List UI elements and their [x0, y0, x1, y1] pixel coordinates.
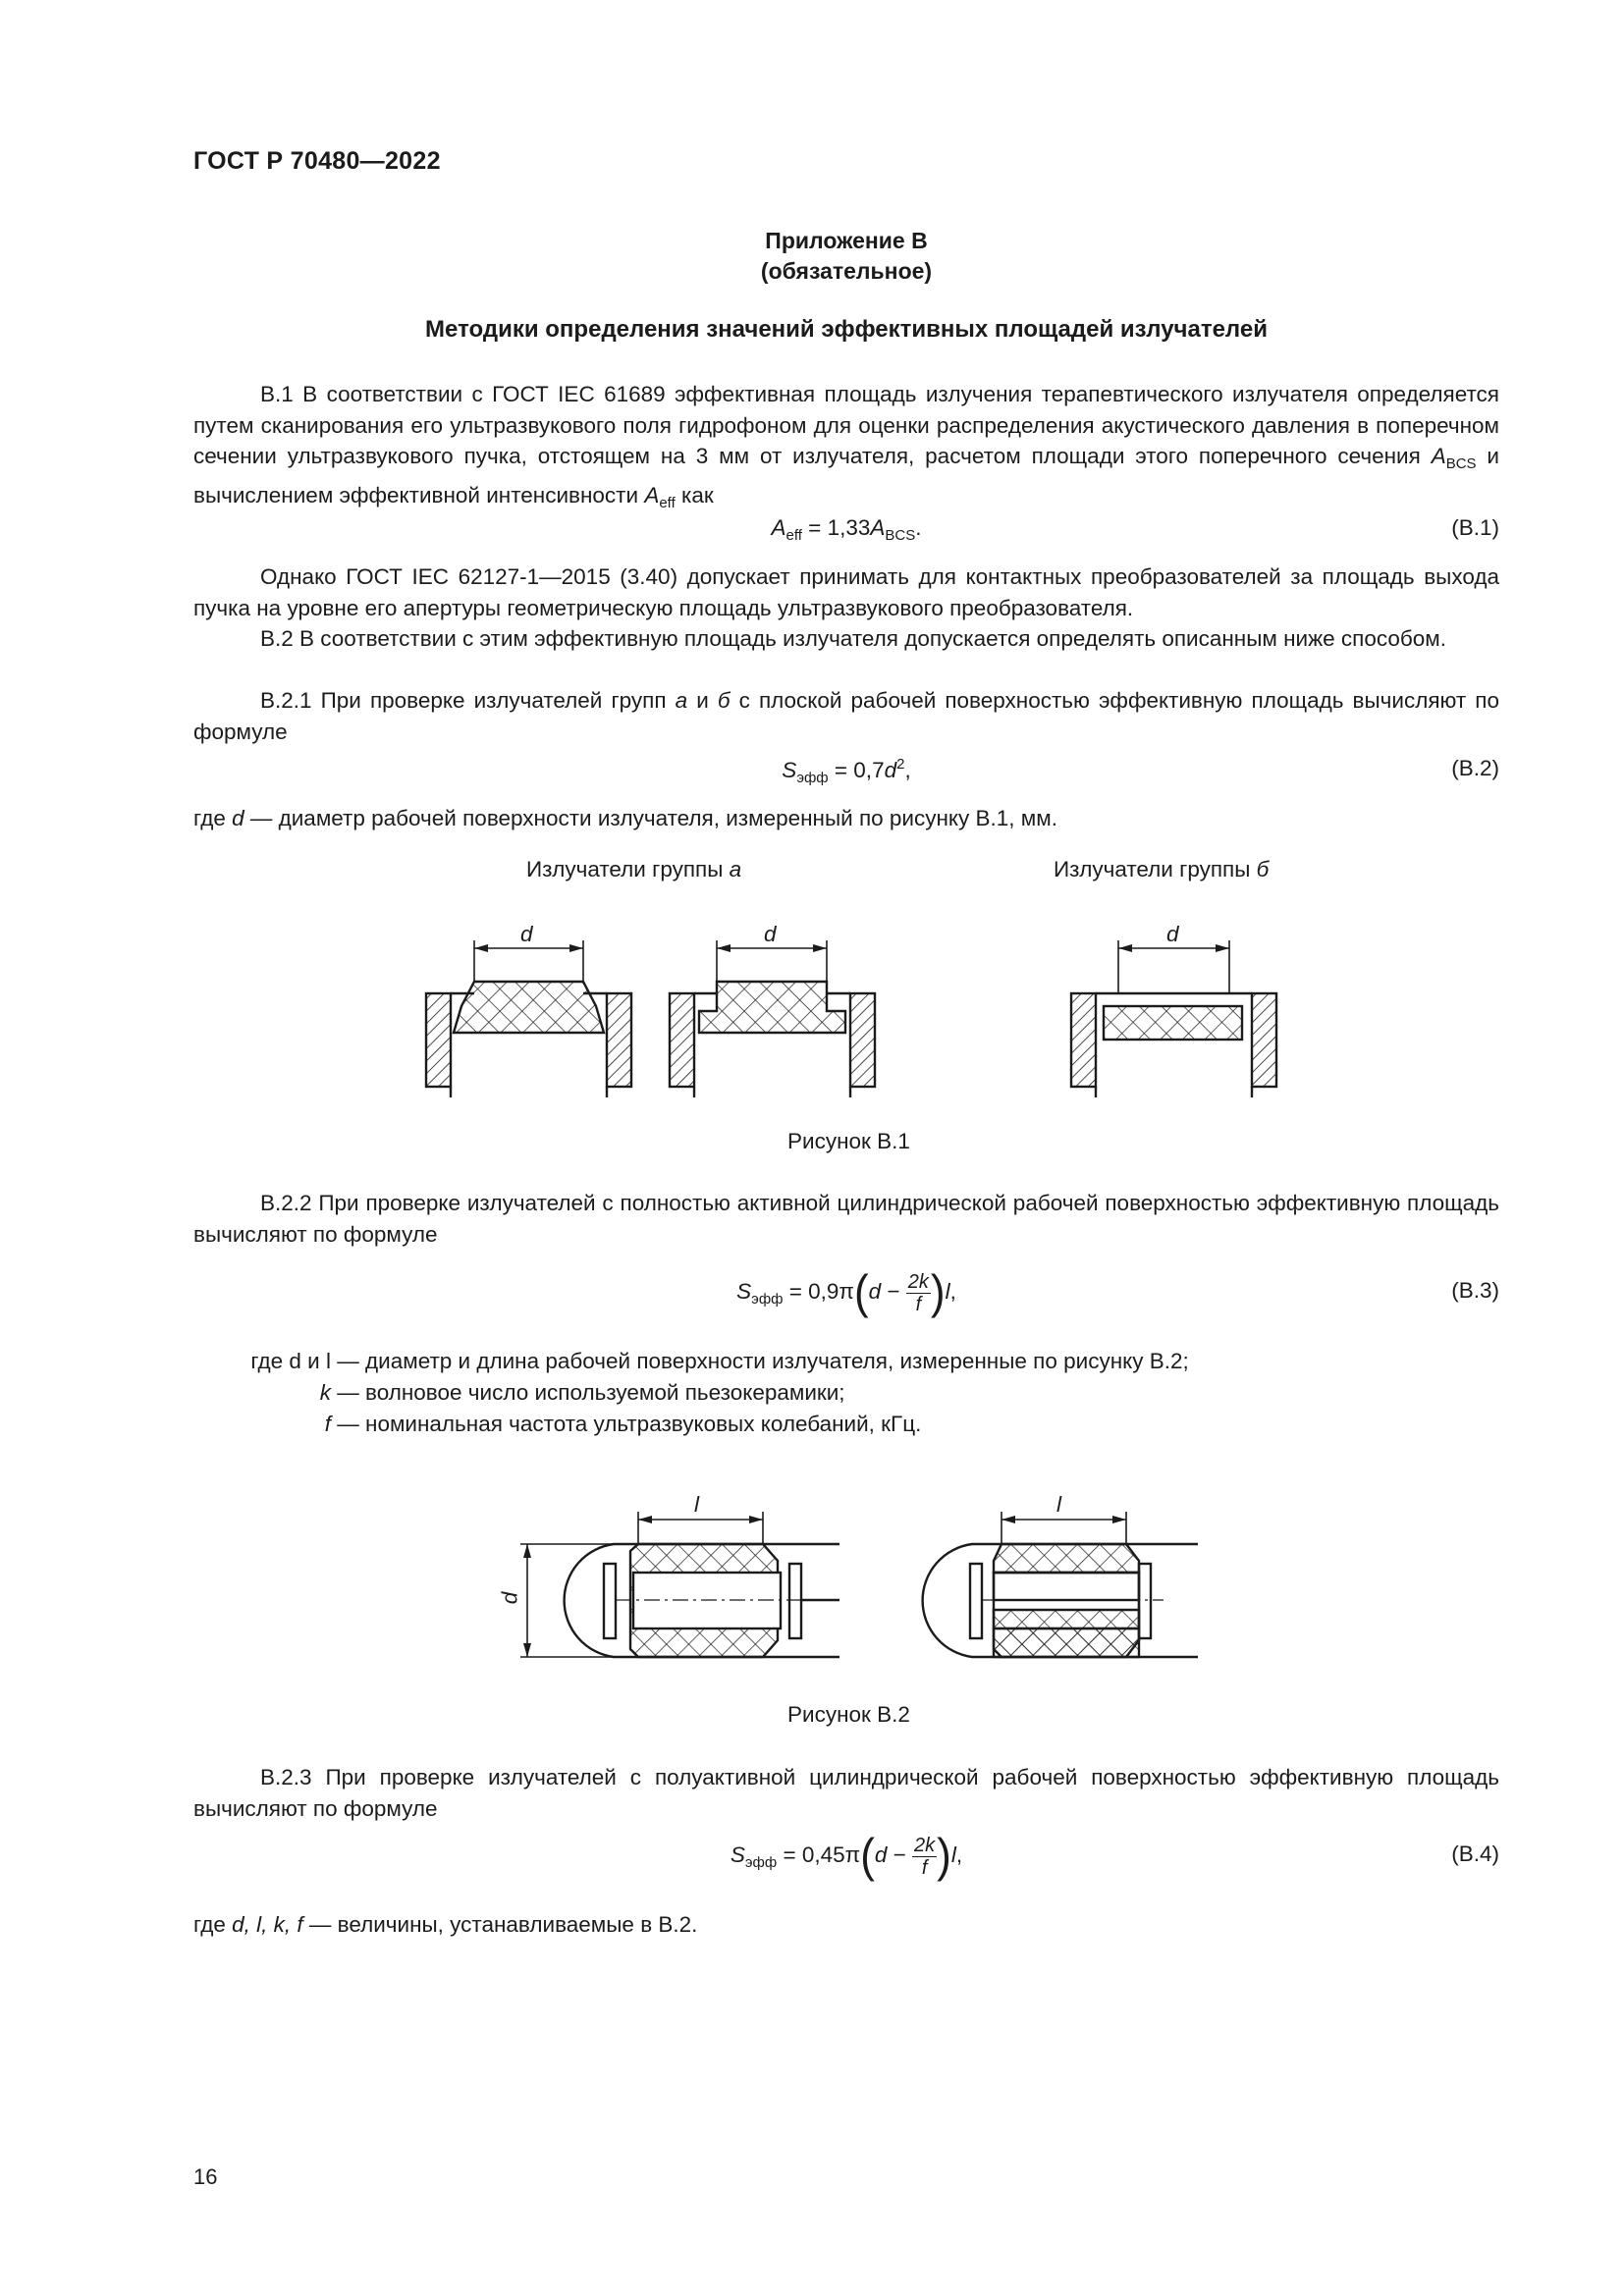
figure-b1-label-group-a: Излучатели группы а — [526, 857, 742, 881]
paragraph-b23: В.2.3 При проверке излучателей с полуактивной цилиндрической рабочей поверхностью эффективную площадь вычисляют по формуле — [193, 1765, 1499, 1821]
figure-b1-label-group-b: Излучатели группы б — [1054, 857, 1270, 881]
formula-number: (В.4) — [1451, 1842, 1499, 1866]
main-title: Методики определения значений эффективных площадей излучателей — [425, 316, 1268, 343]
cylinder-full-active — [520, 1512, 839, 1657]
dimension-l-label: l — [1056, 1492, 1061, 1517]
annex-status: (обязательное) — [760, 258, 933, 284]
figure-b1-caption: Рисунок В.1 — [787, 1129, 910, 1153]
dimension-d-label: d — [497, 1591, 522, 1605]
legend-row: f — номинальная частота ультразвуковых колебаний, кГц. — [324, 1412, 922, 1436]
paragraph-d-definition: где d — диаметр рабочей поверхности излучателя, измеренный по рисунку В.1, мм. — [193, 806, 1057, 830]
formula-number: (В.1) — [1451, 515, 1499, 540]
paragraph-variables: где d, l, k, f — величины, устанавливаемые в В.2. — [193, 1912, 698, 1937]
dimension-l-label: l — [694, 1492, 699, 1517]
document-header: ГОСТ Р 70480—2022 — [193, 147, 441, 175]
formula-b2: $S_{эфф} = 0,7d^2$, (В.2) — [782, 756, 1499, 786]
formula-b3: $S_{эфф} = 0,9\pi(d$ − $\frac{2k}{f}$ )l, (В.3) — [736, 1265, 1499, 1319]
formula-number: (В.3) — [1451, 1278, 1499, 1303]
paragraph-b22: В.2.2 При проверке излучателей с полностью активной цилиндрической рабочей поверхностью эффективную площадь вычисляют по формуле — [193, 1191, 1499, 1247]
page-number: 16 — [193, 2164, 218, 2189]
dimension-d-label: d — [520, 922, 533, 946]
legend-row: k — волновое число используемой пьезокерамики; — [319, 1380, 845, 1405]
paragraph-b2: В.2 В соответствии с этим эффективную площадь излучателя допускается определять описанным ниже способом. — [260, 626, 1447, 651]
paragraph-b1-note: Однако ГОСТ IEC 62127-1—2015 (3.40) допускает принимать для контактных преобразователей за площадь выхода пучка на уровне его апертуры геометрическую площадь ультразвукового преобразователя. — [193, 564, 1499, 620]
formula-b1: $A_{eff} = 1,33A_{BCS}$. (В.1) — [771, 515, 1499, 544]
figure-b2-caption: Рисунок В.2 — [787, 1702, 910, 1727]
cylinder-semi-active — [923, 1512, 1198, 1657]
dimension-d-label: d — [1166, 922, 1179, 946]
paragraph-b21: В.2.1 При проверке излучателей групп а и б с плоской рабочей поверхностью эффективную площадь вычисляют по формуле — [193, 688, 1499, 744]
annex-title: Приложение В — [765, 228, 928, 253]
formula-number: (В.2) — [1451, 756, 1499, 780]
formula-b4: $S_{эфф} = 0,45\pi(d$ − $\frac{2k}{f}$ )l, (В.4) — [730, 1829, 1499, 1883]
paragraph-b1: В.1 В соответствии с ГОСТ IEC 61689 эффективная площадь излучения терапевтического излучателя определяется путем сканирования его ультразвукового поля гидрофоном для оценки распределения акустического давления в поперечном сечении ультразвукового пучка, отстоящем на 3 мм от излучателя, расчетом площади этого поперечного сечения $A_{BCS}$ и вычислением эффективной интенсивности $A_{eff}$ как — [193, 382, 1499, 511]
dimension-d-label: d — [764, 922, 777, 946]
legend-row: где d и l — диаметр и длина рабочей поверхности излучателя, измеренные по рисунку В.2; — [250, 1349, 1189, 1373]
